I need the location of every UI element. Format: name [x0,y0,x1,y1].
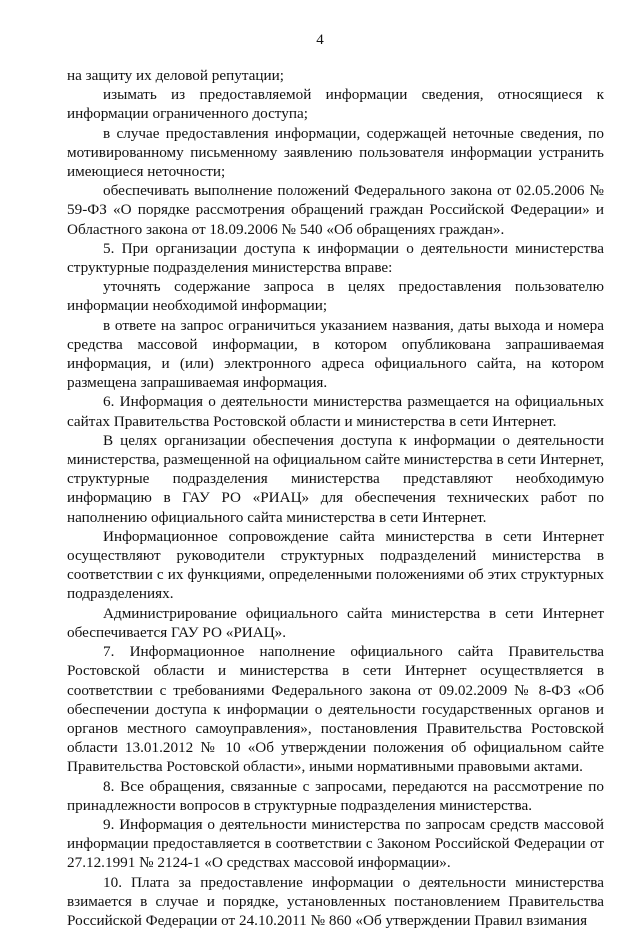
paragraph-5: 5. При организации доступа к информации о деятельности министерства структурные подразделения министерства вправе: [67,239,604,277]
page-number: 4 [316,32,324,48]
paragraph-remove-restricted: изымать из предоставляемой информации сведения, относящиеся к информации ограниченного доступа; [67,86,604,123]
paragraph-9: 9. Информация о деятельности министерства по запросам средств массовой информации предоставляется в соответствии с Законом Российской Федерации от 27.12.1991 № 2124-1 «О средствах массовой информации». [67,815,604,872]
paragraph-5-reference: в ответе на запрос ограничиться указанием названия, даты выхода и номера средства массовой информации, в котором опубликована запрашиваемая информация, и (или) электронного адреса официального сайта, на котором размещена запрашиваемая информация. [67,316,604,392]
paragraph-6-admin: Администрирование официального сайта министерства в сети Интернет обеспечивается ГАУ РО «РИАЦ». [67,604,604,641]
paragraph-ensure-compliance: обеспечивать выполнение положений Федерального закона от 02.05.2006 № 59-ФЗ «О порядке рассмотрения обращений граждан Российской Федерации» и Областного закона от 18.09.2006 № 540 «Об обращениях граждан». [67,182,604,238]
paragraph-7: 7. Информационное наполнение официального сайта Правительства Ростовской области и министерства в сети Интернет осуществляется в соответствии с требованиями Федерального закона от 09.02.2009 № 8-ФЗ «Об обеспечении доступа к информации о деятельности государственных органов и органов местного самоуправления», постановления Правительства Ростовской области 13.01.2012 № 10 «Об утверждении положения об официальном сайте Правительства Ростовской области», иными нормативными правовыми актами. [67,643,604,776]
paragraph-intro: на защиту их деловой репутации; [67,67,285,84]
paragraph-8: 8. Все обращения, связанные с запросами, передаются на рассмотрение по принадлежности вопросов в структурные подразделения министерства. [67,777,604,814]
paragraph-5-clarify: уточнять содержание запроса в целях предоставления пользователю информации необходимой информации; [67,278,604,315]
paragraph-10: 10. Плата за предоставление информации о деятельности министерства взимается в случае и порядке, установленных постановлением Правительства Российской Федерации от 24.10.2011 № 860 «Об утверждении Правил взимания [67,873,604,929]
paragraph-6-support: Информационное сопровождение сайта министерства в сети Интернет осуществляют руководители структурных подразделений министерства в соответствии с их функциями, определенными положениями об этих структурных подразделениях. [67,527,604,603]
paragraph-6: 6. Информация о деятельности министерства размещается на официальных сайтах Правительства Ростовской области и министерства в сети Интернет. [67,393,604,430]
paragraph-6-provision: В целях организации обеспечения доступа к информации о деятельности министерства, размещенной на официальном сайте министерства в сети Интернет, структурные подразделения министерства представляют необходимую информацию в ГАУ РО «РИАЦ» для обеспечения технических работ по наполнению официального сайта министерства в сети Интернет. [67,431,604,526]
document-body [67,66,604,930]
paragraph-correct-inaccuracies: в случае предоставления информации, содержащей неточные сведения, по мотивированному письменному заявлению пользователя информации устранить имеющиеся неточности; [67,124,604,181]
